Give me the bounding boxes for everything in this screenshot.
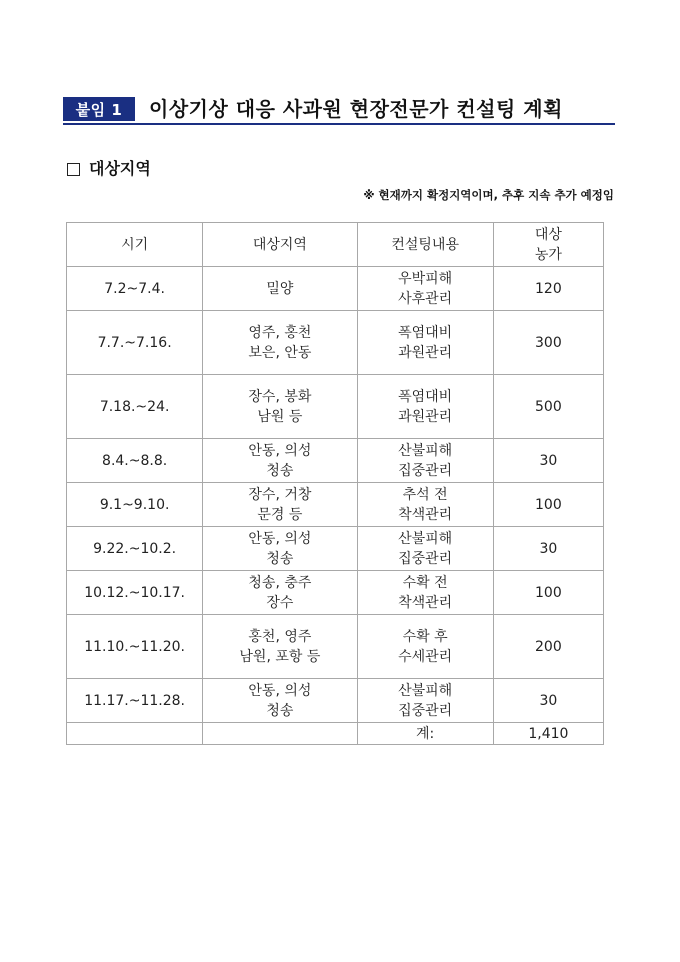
table-row [67, 679, 604, 723]
total-label: 계: [357, 723, 493, 745]
cell-region [203, 483, 357, 527]
table-header-row [67, 223, 604, 267]
cell-period: 8.4.~8.8. [67, 439, 203, 483]
cell-period: 11.10.~11.20. [67, 615, 203, 679]
cell-period: 9.22.~10.2. [67, 527, 203, 571]
cell-region [203, 571, 357, 615]
cell-content-line: 집중관리 [398, 462, 453, 479]
cell-content-line: 추석 전 [402, 486, 448, 503]
cell-content [357, 375, 493, 439]
cell-content [357, 439, 493, 483]
cell-period: 11.17.~11.28. [67, 679, 203, 723]
cell-farms: 300 [493, 311, 603, 375]
cell-content-line: 과원관리 [398, 344, 453, 361]
cell-region-line: 안동, 의성 [248, 682, 312, 699]
title-underline [63, 123, 615, 125]
cell-content-line: 수확 전 [402, 574, 448, 591]
cell-farms: 30 [493, 527, 603, 571]
cell-content-line: 착색관리 [398, 594, 453, 611]
table-row [67, 527, 604, 571]
total-value: 1,410 [493, 723, 603, 745]
cell-farms: 30 [493, 679, 603, 723]
consulting-schedule-table [66, 222, 604, 745]
section-title: 대상지역 [89, 159, 151, 178]
total-empty-cell [67, 723, 203, 745]
cell-content-line: 집중관리 [398, 550, 453, 567]
cell-region-line: 홍천, 영주 [248, 628, 312, 645]
cell-region [203, 527, 357, 571]
cell-region-line: 안동, 의성 [248, 530, 312, 547]
table-row [67, 571, 604, 615]
table-row [67, 311, 604, 375]
cell-content [357, 615, 493, 679]
cell-content [357, 527, 493, 571]
cell-region-line: 장수 [266, 594, 294, 611]
checkbox-icon [67, 163, 80, 176]
cell-farms: 30 [493, 439, 603, 483]
cell-period: 10.12.~10.17. [67, 571, 203, 615]
total-empty-cell [203, 723, 357, 745]
cell-region-line: 청송 [266, 550, 294, 567]
cell-content-line: 폭염대비 [398, 388, 453, 405]
cell-content [357, 311, 493, 375]
cell-region-line: 보은, 안동 [248, 344, 312, 361]
cell-region [203, 267, 357, 311]
cell-region-line: 문경 등 [257, 506, 303, 523]
cell-period: 9.1~9.10. [67, 483, 203, 527]
attachment-badge: 붙임 1 [63, 97, 135, 121]
cell-region-line: 청송 [266, 462, 294, 479]
cell-region [203, 615, 357, 679]
cell-region [203, 375, 357, 439]
cell-content-line: 산불피해 [398, 682, 453, 699]
cell-content-line: 우박피해 [398, 270, 453, 287]
cell-farms: 200 [493, 615, 603, 679]
cell-region-line: 장수, 거창 [248, 486, 312, 503]
cell-content-line: 과원관리 [398, 408, 453, 425]
header-farms: 대상 농가 [493, 223, 603, 267]
cell-content [357, 571, 493, 615]
cell-content-line: 수세관리 [398, 648, 453, 665]
table-row [67, 615, 604, 679]
cell-content-line: 수확 후 [402, 628, 448, 645]
cell-farms: 100 [493, 483, 603, 527]
cell-content [357, 267, 493, 311]
cell-region-line: 영주, 홍천 [248, 324, 312, 341]
cell-region [203, 679, 357, 723]
cell-content-line: 폭염대비 [398, 324, 453, 341]
cell-content-line: 사후관리 [398, 290, 453, 307]
header-region: 대상지역 [203, 223, 357, 267]
cell-region-line: 남원 등 [257, 408, 303, 425]
cell-farms: 500 [493, 375, 603, 439]
page-title: 이상기상 대응 사과원 현장전문가 컨설팅 계획 [149, 97, 563, 121]
cell-content [357, 483, 493, 527]
table-row [67, 375, 604, 439]
cell-content-line: 집중관리 [398, 702, 453, 719]
total-row [67, 723, 604, 745]
cell-region-line: 청송 [266, 702, 294, 719]
cell-region-line: 밀양 [266, 280, 294, 297]
cell-farms: 120 [493, 267, 603, 311]
document-title [63, 96, 615, 123]
cell-region [203, 439, 357, 483]
table-row [67, 483, 604, 527]
cell-content-line: 산불피해 [398, 530, 453, 547]
cell-region-line: 안동, 의성 [248, 442, 312, 459]
cell-period: 7.7.~7.16. [67, 311, 203, 375]
table-row [67, 267, 604, 311]
section-heading [67, 159, 151, 179]
cell-region-line: 청송, 충주 [248, 574, 312, 591]
footnote: ※ 현재까지 확정지역이며, 추후 지속 추가 예정임 [363, 188, 614, 202]
cell-region [203, 311, 357, 375]
cell-region-line: 남원, 포항 등 [239, 648, 321, 665]
cell-farms: 100 [493, 571, 603, 615]
header-content: 컨설팅내용 [357, 223, 493, 267]
cell-period: 7.2~7.4. [67, 267, 203, 311]
cell-content-line: 착색관리 [398, 506, 453, 523]
cell-period: 7.18.~24. [67, 375, 203, 439]
cell-region-line: 장수, 봉화 [248, 388, 312, 405]
cell-content-line: 산불피해 [398, 442, 453, 459]
cell-content [357, 679, 493, 723]
header-period: 시기 [67, 223, 203, 267]
table-row [67, 439, 604, 483]
